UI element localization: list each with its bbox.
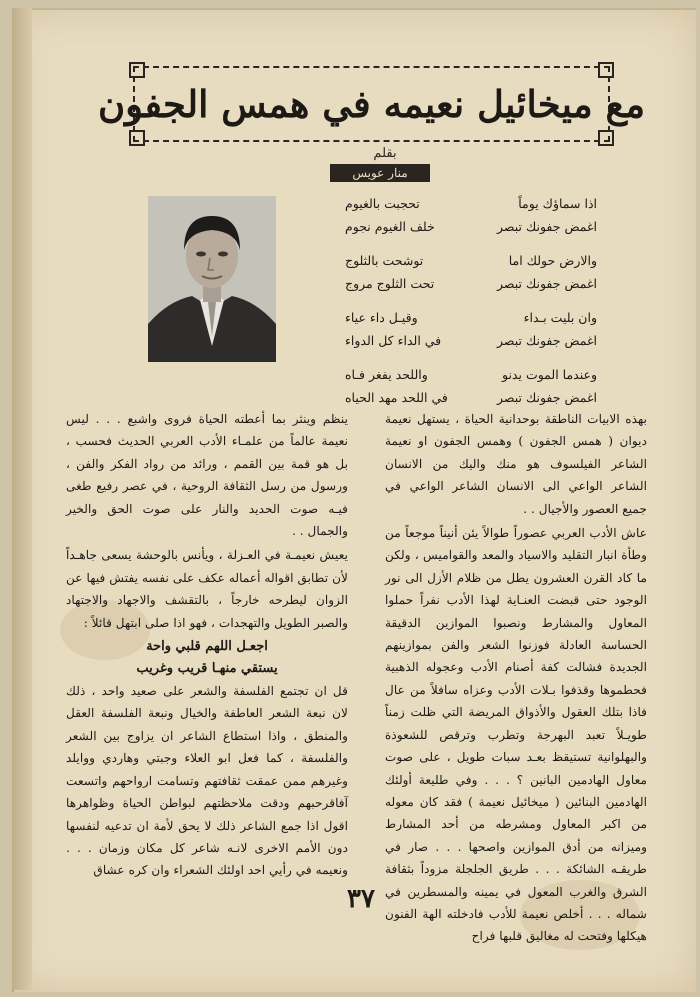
poem-hemistich: والارض حولك اما [508, 253, 597, 268]
poem-hemistich: اغمض جفونك تبصر [496, 276, 597, 291]
paragraph: عاش الأدب العربي عصوراً طوالاً يئن أنيناً موجعاً من وطأة انبار التقليد والاسياد والمعد والقواميس ، ولكن ما كاد القرن العشرون يطل من ظلام الأزل الى نور الوجود حتى قبضت العنـاية لهذا الأدب نفراً حملوا المعاول والمشارط ونصبوا الموازين الدقيقة الحساسة العادلة فوزنوا الشعر والفن بموازينهم الجديدة فشالت كفة أصنام الأدب وعجوله الذهبية فحطموها وقذفوا بـلات الأدب وعزاه سافلاً من عال فاذا بتلك العقول والأذواق المريضة التي ظلت زمناً طويـلاً تعبد البهرجة وتطرب وترقص للشعوذة والبهلوانية تستيقظ بعـد سبات طويل ، على صوت معاول الهادمين البانين ؟ . . . وفي طليعة أولئك الهادمين البنائين ( ميخائيل نعيمة ) فقد كان معوله من اكبر المعاول ومشرطه من أحد المشارط وميزانه من أدق الموازين واصحها . . . صار في طريقـه الشائكة . . . طريق الجلجلة مزوداً بثقافة الشرق والغرب المعول في يمينه والمسطرين في شماله . . . أخلص نعيمة للأدب فادخلته الهة الفنون هيكلها وفتحت له مغاليق قلبها فراح [385, 526, 647, 944]
paragraph: بهذه الابيات الناطقة بوحدانية الحياة ، يستهل نعيمة ديوان ( همس الجفون ) وهمس الجفون او نعيمة الشاعر الفيلسوف هو منك واليك من الانسان الشاعر الواعي الى الانسان الشاعر الواعي في جميع العصور والأجيال . . [385, 412, 647, 516]
poem-hemistich: تحت الثلوج مروج [345, 276, 435, 291]
byline-label: بقلم [373, 146, 397, 161]
byline-author: منار عويس [330, 164, 430, 182]
poem-stanza [345, 363, 597, 409]
poem-hemistich: وعندما الموت يدنو [502, 367, 597, 382]
frame-corner [129, 62, 145, 78]
paragraph: ينظم وينثر بما أعطته الحياة فروى واشبع . . . ليس نعيمة عالماً من علمـاء الأدب العربي الحديث فحسب ، بل هو قمة بين القمم ، ورائد من رواد الفكر والفن ، ورسول من رسل الثقافة الروحية ، في عصر رفيع طغى فيـه صوت الحديد والنار على صوت الحق والخير والجمال . . [66, 412, 348, 539]
portrait-photo [148, 196, 276, 362]
page-number: ٣٧ [347, 884, 375, 914]
poem-stanza [345, 306, 597, 352]
poem-hemistich: وان بليت بـداء [523, 310, 597, 325]
poem-stanza [345, 249, 597, 295]
page-binding-edge [12, 8, 32, 990]
portrait-illustration [148, 196, 276, 362]
poem-line [345, 306, 597, 329]
title-frame [97, 66, 646, 142]
poem-hemistich: تحجبت بالغيوم [345, 196, 420, 211]
poem-hemistich: اغمض جفونك تبصر [496, 390, 597, 405]
poem-line [345, 249, 597, 272]
poem-hemistich: واللحد يفغر فـاه [345, 367, 428, 382]
poem-hemistich: وقيـل داء عياء [345, 310, 418, 325]
paragraph: قل ان تجتمع الفلسفة والشعر على صعيد واحد ، ذلك لان نبعة الشعر العاطفة والخيال ونبعة الفلسفة العقل والمنطق ، واذا استطاع الشاعر ان يزاوج بين الشعر والفلسفة ، كما فعل ابو العلاء وجبتي وهاردي ووايلد وغيرهم ممن عمقت ثقافتهم وتسامت ارواحهم واتسعت آفاقرحبهم ودقت ملاحظتهم لبواطن الحياة وظواهرها اقول اذا جمع الشاعر ذلك لا يحق لأمة ان تدعيه لنفسها دون الأمم الاخرى لانـه شاعر كل مكان وزمان . . . ونعيمه في رأيي احد اولئك الشعراء وان كره عشاق [66, 684, 348, 878]
opening-poem [345, 192, 597, 420]
poem-line [345, 192, 597, 215]
poem-hemistich: توشحت بالثلوج [345, 253, 424, 268]
poem-hemistich: في اللحد مهد الحياه [345, 390, 448, 405]
frame-corner [129, 130, 145, 146]
poem-line [345, 386, 597, 409]
poem-line [345, 272, 597, 295]
poem-hemistich: في الداء كل الدواء [345, 333, 442, 348]
poem-hemistich: اذا سماؤك يوماً [518, 196, 597, 211]
article-title: مع ميخائيل نعيمه في همس الجفون [97, 82, 646, 126]
poem-line [345, 329, 597, 352]
frame-corner [598, 62, 614, 78]
poem-line [345, 363, 597, 386]
article-column-left [66, 408, 348, 884]
poem-stanza [345, 192, 597, 238]
frame-corner [598, 130, 614, 146]
poem-line [345, 215, 597, 238]
poem-hemistich: اغمض جفونك تبصر [496, 333, 597, 348]
article-column-right [385, 408, 647, 950]
poem-hemistich: اغمض جفونك تبصر [496, 219, 597, 234]
quoted-verse-line: اجعـل اللهم قلبي واحة [146, 639, 268, 655]
paragraph: يعيش نعيمـة في العـزلة ، ويأنس بالوحشة يسعى جاهـداً لأن تطابق اقواله أعماله عكف على نفسه يفتش فيها عن الزوان ليطرحه خارجاً ، بالتقشف والاجهاد والاجتهاد والصبر الطويل والتهجدات ، فهو اذا صلى ابتهل قائلاً : [66, 548, 348, 630]
poem-hemistich: خلف الغيوم نجوم [345, 219, 435, 234]
quoted-verse-line: يستقي منهـا قريب وغريب [136, 661, 278, 677]
